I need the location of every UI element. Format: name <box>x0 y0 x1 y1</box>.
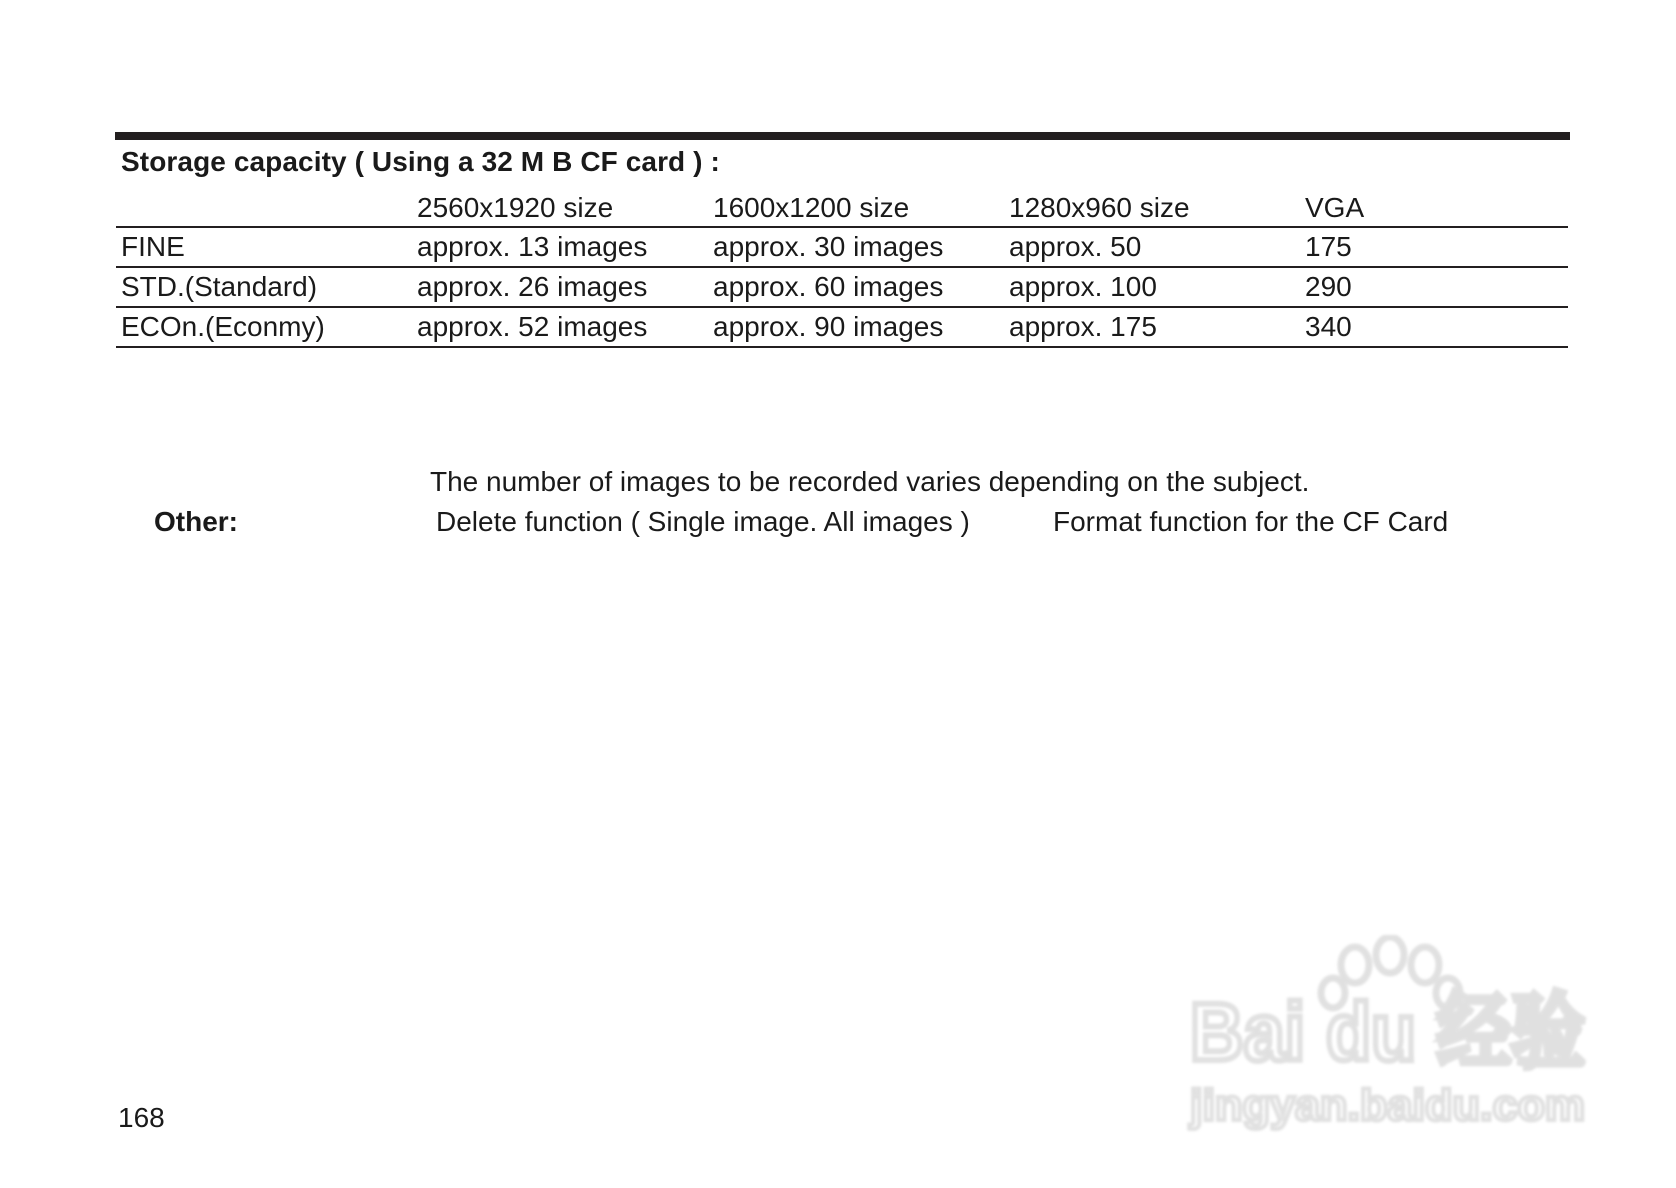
table-cell: 340 <box>1300 307 1568 347</box>
table-cell: 175 <box>1300 227 1568 267</box>
page-number: 168 <box>118 1102 165 1133</box>
table-header-row <box>116 190 1568 227</box>
header-cell-mode <box>116 190 412 227</box>
table-row <box>116 267 1568 307</box>
storage-capacity-table <box>116 190 1568 348</box>
table-cell: ECOn.(Econmy) <box>116 307 412 347</box>
table-row <box>116 307 1568 347</box>
table-cell: approx. 13 images <box>412 227 708 267</box>
table-cell: 290 <box>1300 267 1568 307</box>
other-label: Other: <box>154 506 238 537</box>
table-row <box>116 227 1568 267</box>
table-cell: approx. 30 images <box>708 227 1004 267</box>
table-cell: approx. 52 images <box>412 307 708 347</box>
table-cell: approx. 90 images <box>708 307 1004 347</box>
table-cell: approx. 50 <box>1004 227 1300 267</box>
table-cell: approx. 100 <box>1004 267 1300 307</box>
format-function-text: Format function for the CF Card <box>1053 506 1449 537</box>
watermark-url: jingyan.baidu.com <box>1188 1081 1585 1130</box>
header-cell-2560x1920: 2560x1920 size <box>412 190 708 227</box>
watermark-brand: Bai du 经验 <box>1190 987 1585 1078</box>
table-cell: approx. 26 images <box>412 267 708 307</box>
table-cell: FINE <box>116 227 412 267</box>
table-cell: approx. 175 <box>1004 307 1300 347</box>
header-cell-vga: VGA <box>1300 190 1568 227</box>
table-cell: approx. 60 images <box>708 267 1004 307</box>
header-cell-1600x1200: 1600x1200 size <box>708 190 1004 227</box>
top-rule <box>115 132 1570 140</box>
recording-note: The number of images to be recorded varies depending on the subject. <box>430 466 1310 497</box>
delete-function-text: Delete function ( Single image. All images ) <box>436 506 970 537</box>
table-cell: STD.(Standard) <box>116 267 412 307</box>
baidu-jingyan-watermark <box>1185 935 1595 1135</box>
section-title: Storage capacity ( Using a 32 M B CF card ) : <box>121 146 720 177</box>
header-cell-1280x960: 1280x960 size <box>1004 190 1300 227</box>
